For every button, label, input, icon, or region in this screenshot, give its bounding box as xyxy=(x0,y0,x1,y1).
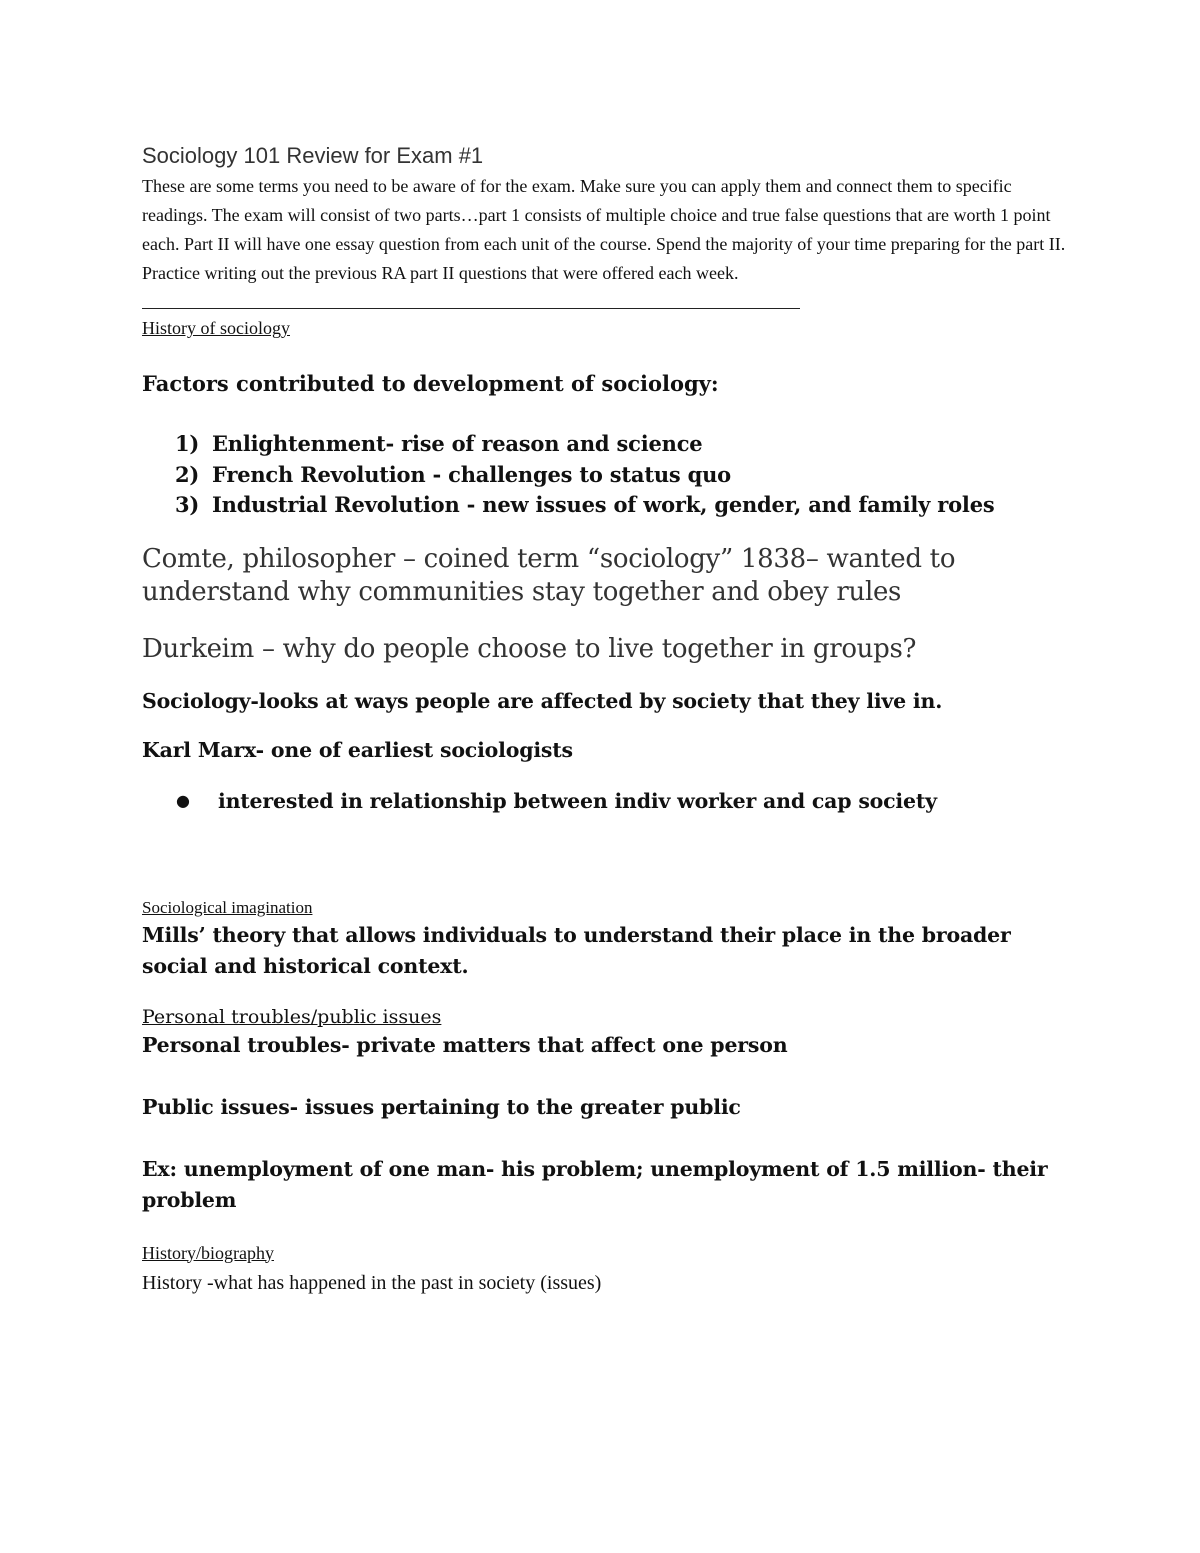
public-issues-definition: Public issues- issues pertaining to the greater public xyxy=(142,1094,741,1119)
list-text: Enlightenment- rise of reason and science xyxy=(212,431,703,456)
marx-heading: Karl Marx- one of earliest sociologists xyxy=(142,737,573,762)
comte-heading: Comte, philosopher – coined term “sociology” 1838– wanted to understand why communities stay together and obey rules xyxy=(142,543,956,607)
document-content xyxy=(142,140,1072,1298)
list-item xyxy=(142,460,1072,491)
horizontal-rule xyxy=(142,308,800,309)
list-item xyxy=(142,786,1072,816)
list-item xyxy=(142,429,1072,460)
list-text: interested in relationship between indiv worker and cap society xyxy=(218,788,937,813)
document-title: Sociology 101 Review for Exam #1 xyxy=(142,143,484,168)
factors-list xyxy=(142,429,1072,521)
sociology-definition: Sociology-looks at ways people are affected by society that they live in. xyxy=(142,688,943,713)
list-text: Industrial Revolution - new issues of work, gender, and family roles xyxy=(212,492,995,517)
marx-bullet-list xyxy=(142,786,1072,816)
section-heading-history: History of sociology xyxy=(142,318,290,338)
section-heading-imagination: Sociological imagination xyxy=(142,897,313,917)
factors-heading: Factors contributed to development of sociology: xyxy=(142,371,719,396)
list-text: French Revolution - challenges to status quo xyxy=(212,461,731,487)
list-number: 2) xyxy=(175,461,200,487)
bullet-icon: ● xyxy=(176,790,190,810)
section-heading-biography: History/biography xyxy=(142,1242,274,1263)
history-definition: History -what has happened in the past in society (issues) xyxy=(142,1271,602,1294)
section-heading-troubles: Personal troubles/public issues xyxy=(142,1005,442,1028)
list-number: 3) xyxy=(175,492,200,517)
imagination-definition: Mills’ theory that allows individuals to understand their place in the broader social and historical context. xyxy=(142,922,1011,978)
intro-paragraph: These are some terms you need to be aware of for the exam. Make sure you can apply them and connect them to specific readings. The exam will consist of two parts…part 1 consists of multiple choice and true false questions that are worth 1 point each. Part II will have one essay question from each unit of the course. Spend the majority of your time preparing for the part II. Practice writing out the previous RA part II questions that were offered each week. xyxy=(142,176,1066,283)
personal-troubles-definition: Personal troubles- private matters that affect one person xyxy=(142,1032,788,1057)
durkeim-heading: Durkeim – why do people choose to live together in groups? xyxy=(142,633,917,664)
list-number: 1) xyxy=(175,431,200,456)
unemployment-example: Ex: unemployment of one man- his problem; unemployment of 1.5 million- their problem xyxy=(142,1156,1048,1212)
list-item xyxy=(142,490,1072,521)
